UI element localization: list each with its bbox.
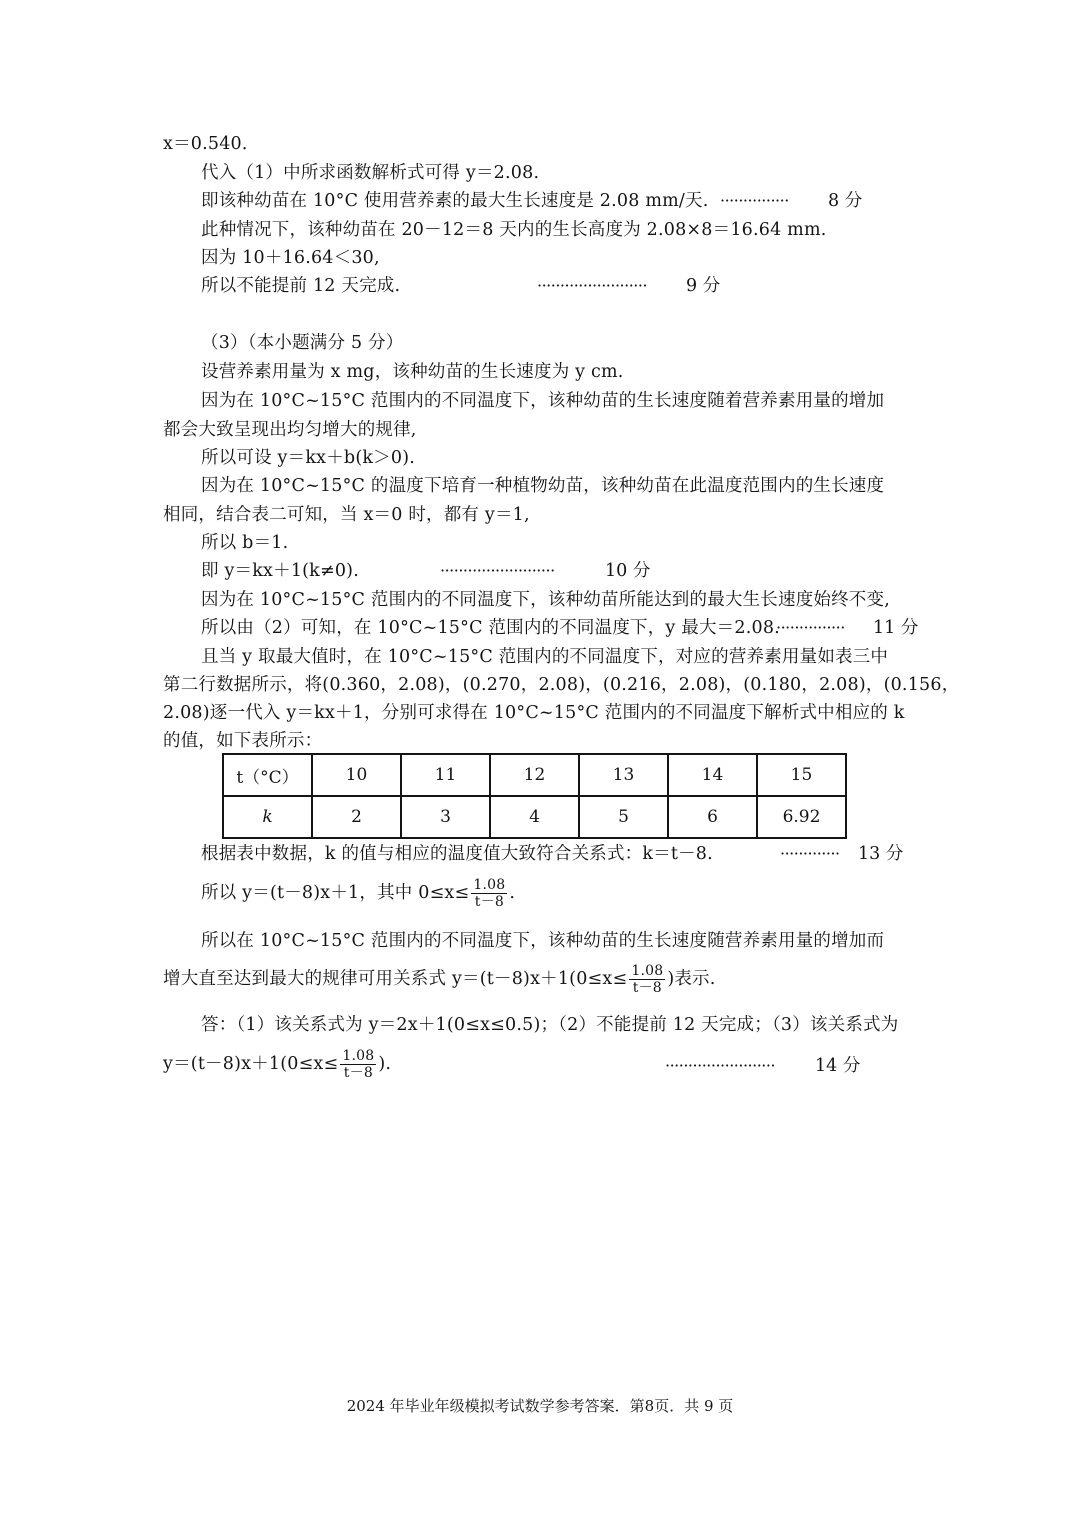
text-line: 此种情况下，该种幼苗在 20－12＝8 天内的生长高度为 2.08×8＝16.64 mm. bbox=[201, 220, 827, 240]
score-mark: 8 分 bbox=[828, 191, 863, 211]
fraction bbox=[629, 963, 665, 996]
text-line: 且当 y 取最大值时，在 10°C~15°C 范围内的不同温度下，对应的营养素用量如表三中 bbox=[201, 647, 889, 667]
score-dots: ··············· bbox=[720, 191, 789, 210]
fraction-denominator: t－8 bbox=[632, 980, 662, 996]
formula-text: y＝(t－8)x＋1(0≤x≤ bbox=[163, 1054, 339, 1074]
formula-text: 所以 y＝(t－8)x＋1，其中 0≤x≤ bbox=[201, 883, 470, 903]
table-cell: 12 bbox=[490, 754, 579, 796]
text-line: 所以 b＝1. bbox=[201, 533, 289, 553]
table-cell: 11 bbox=[401, 754, 490, 796]
text-line: 所以在 10°C~15°C 范围内的不同温度下，该种幼苗的生长速度随营养素用量的增加而 bbox=[201, 931, 885, 951]
text-line: 根据表中数据，k 的值与相应的温度值大致符合关系式：k＝t－8. bbox=[201, 844, 713, 864]
table-row bbox=[223, 796, 846, 838]
fraction-numerator: 1.08 bbox=[342, 1048, 375, 1064]
table-cell: 6.92 bbox=[757, 796, 846, 838]
table-cell: 6 bbox=[668, 796, 757, 838]
text-line: 因为 10＋16.64＜30, bbox=[201, 248, 380, 268]
fraction-numerator: 1.08 bbox=[473, 877, 506, 893]
score-dots: ··············· bbox=[776, 618, 845, 637]
score-dots: ············· bbox=[780, 844, 840, 863]
page-footer: 2024 年毕业年级模拟考试数学参考答案．第8页．共 9 页 bbox=[346, 1397, 734, 1415]
text-line: 2.08)逐一代入 y＝kx＋1，分别可求得在 10°C~15°C 范围内的不同温度下解析式中相应的 k bbox=[163, 703, 905, 723]
table-cell: 14 bbox=[668, 754, 757, 796]
score-dots: ························ bbox=[537, 276, 648, 295]
text-line: 第二行数据所示，将(0.360，2.08)，(0.270，2.08)，(0.216，2.08)，(0.180，2.08)，(0.156， bbox=[163, 675, 960, 695]
table-cell: 2 bbox=[312, 796, 401, 838]
formula-text: ). bbox=[378, 1054, 392, 1074]
score-dots: ························ bbox=[665, 1056, 776, 1075]
text-line: x＝0.540． bbox=[163, 134, 260, 154]
score-mark: 9 分 bbox=[686, 276, 721, 296]
text-line: 所以由（2）可知，在 10°C~15°C 范围内的不同温度下，y 最大＝2.08. bbox=[201, 618, 780, 638]
text-line: 相同，结合表二可知，当 x＝0 时，都有 y＝1, bbox=[163, 505, 530, 525]
table-cell: 5 bbox=[579, 796, 668, 838]
text-line bbox=[163, 963, 716, 996]
score-mark: 10 分 bbox=[605, 561, 651, 581]
section-heading: （3）（本小题满分 5 分） bbox=[201, 333, 404, 353]
text-line: 因为在 10°C~15°C 范围内的不同温度下，该种幼苗的生长速度随着营养素用量的增加 bbox=[201, 391, 885, 411]
score-dots: ························· bbox=[440, 561, 555, 580]
fraction bbox=[471, 877, 507, 910]
k-value-table bbox=[222, 753, 847, 839]
formula-text: 增大直至达到最大的规律可用关系式 y＝(t－8)x＋1(0≤x≤ bbox=[163, 969, 628, 989]
text-line: 即该种幼苗在 10°C 使用营养素的最大生长速度是 2.08 mm/天. bbox=[201, 191, 709, 211]
table-row bbox=[223, 754, 846, 796]
table-header-cell: k bbox=[223, 796, 312, 838]
fraction-numerator: 1.08 bbox=[631, 963, 664, 979]
text-line: 代入（1）中所求函数解析式可得 y＝2.08. bbox=[201, 163, 540, 183]
table-cell: 15 bbox=[757, 754, 846, 796]
text-line bbox=[163, 1048, 391, 1081]
text-line: 因为在 10°C~15°C 范围内的不同温度下，该种幼苗所能达到的最大生长速度始终不变, bbox=[201, 590, 890, 610]
score-mark: 13 分 bbox=[858, 844, 904, 864]
text-line: 即 y＝kx＋1(k≠0). bbox=[201, 561, 359, 581]
fraction bbox=[340, 1048, 376, 1081]
text-line: 所以可设 y＝kx＋b(k＞0). bbox=[201, 448, 415, 468]
score-mark: 14 分 bbox=[815, 1056, 861, 1076]
text-line: 所以不能提前 12 天完成. bbox=[201, 276, 401, 296]
fraction-denominator: t－8 bbox=[474, 894, 504, 910]
text-line: 的值，如下表所示： bbox=[163, 731, 323, 751]
formula-text: )表示. bbox=[667, 969, 716, 989]
table-cell: 10 bbox=[312, 754, 401, 796]
table-header-cell: t（°C） bbox=[223, 754, 312, 796]
fraction-denominator: t－8 bbox=[343, 1065, 373, 1081]
table-cell: 4 bbox=[490, 796, 579, 838]
table-cell: 3 bbox=[401, 796, 490, 838]
text-line: 设营养素用量为 x mg，该种幼苗的生长速度为 y cm. bbox=[201, 362, 624, 382]
text-line: 答：（1）该关系式为 y＝2x＋1(0≤x≤0.5)；（2）不能提前 12 天完成；（3）该关系式为 bbox=[201, 1015, 899, 1035]
text-line: 都会大致呈现出均匀增大的规律, bbox=[163, 420, 417, 440]
text-line: 因为在 10°C~15°C 的温度下培育一种植物幼苗，该种幼苗在此温度范围内的生长速度 bbox=[201, 476, 885, 496]
table-cell: 13 bbox=[579, 754, 668, 796]
text-line bbox=[201, 877, 515, 910]
formula-text: . bbox=[509, 883, 516, 903]
score-mark: 11 分 bbox=[873, 618, 919, 638]
